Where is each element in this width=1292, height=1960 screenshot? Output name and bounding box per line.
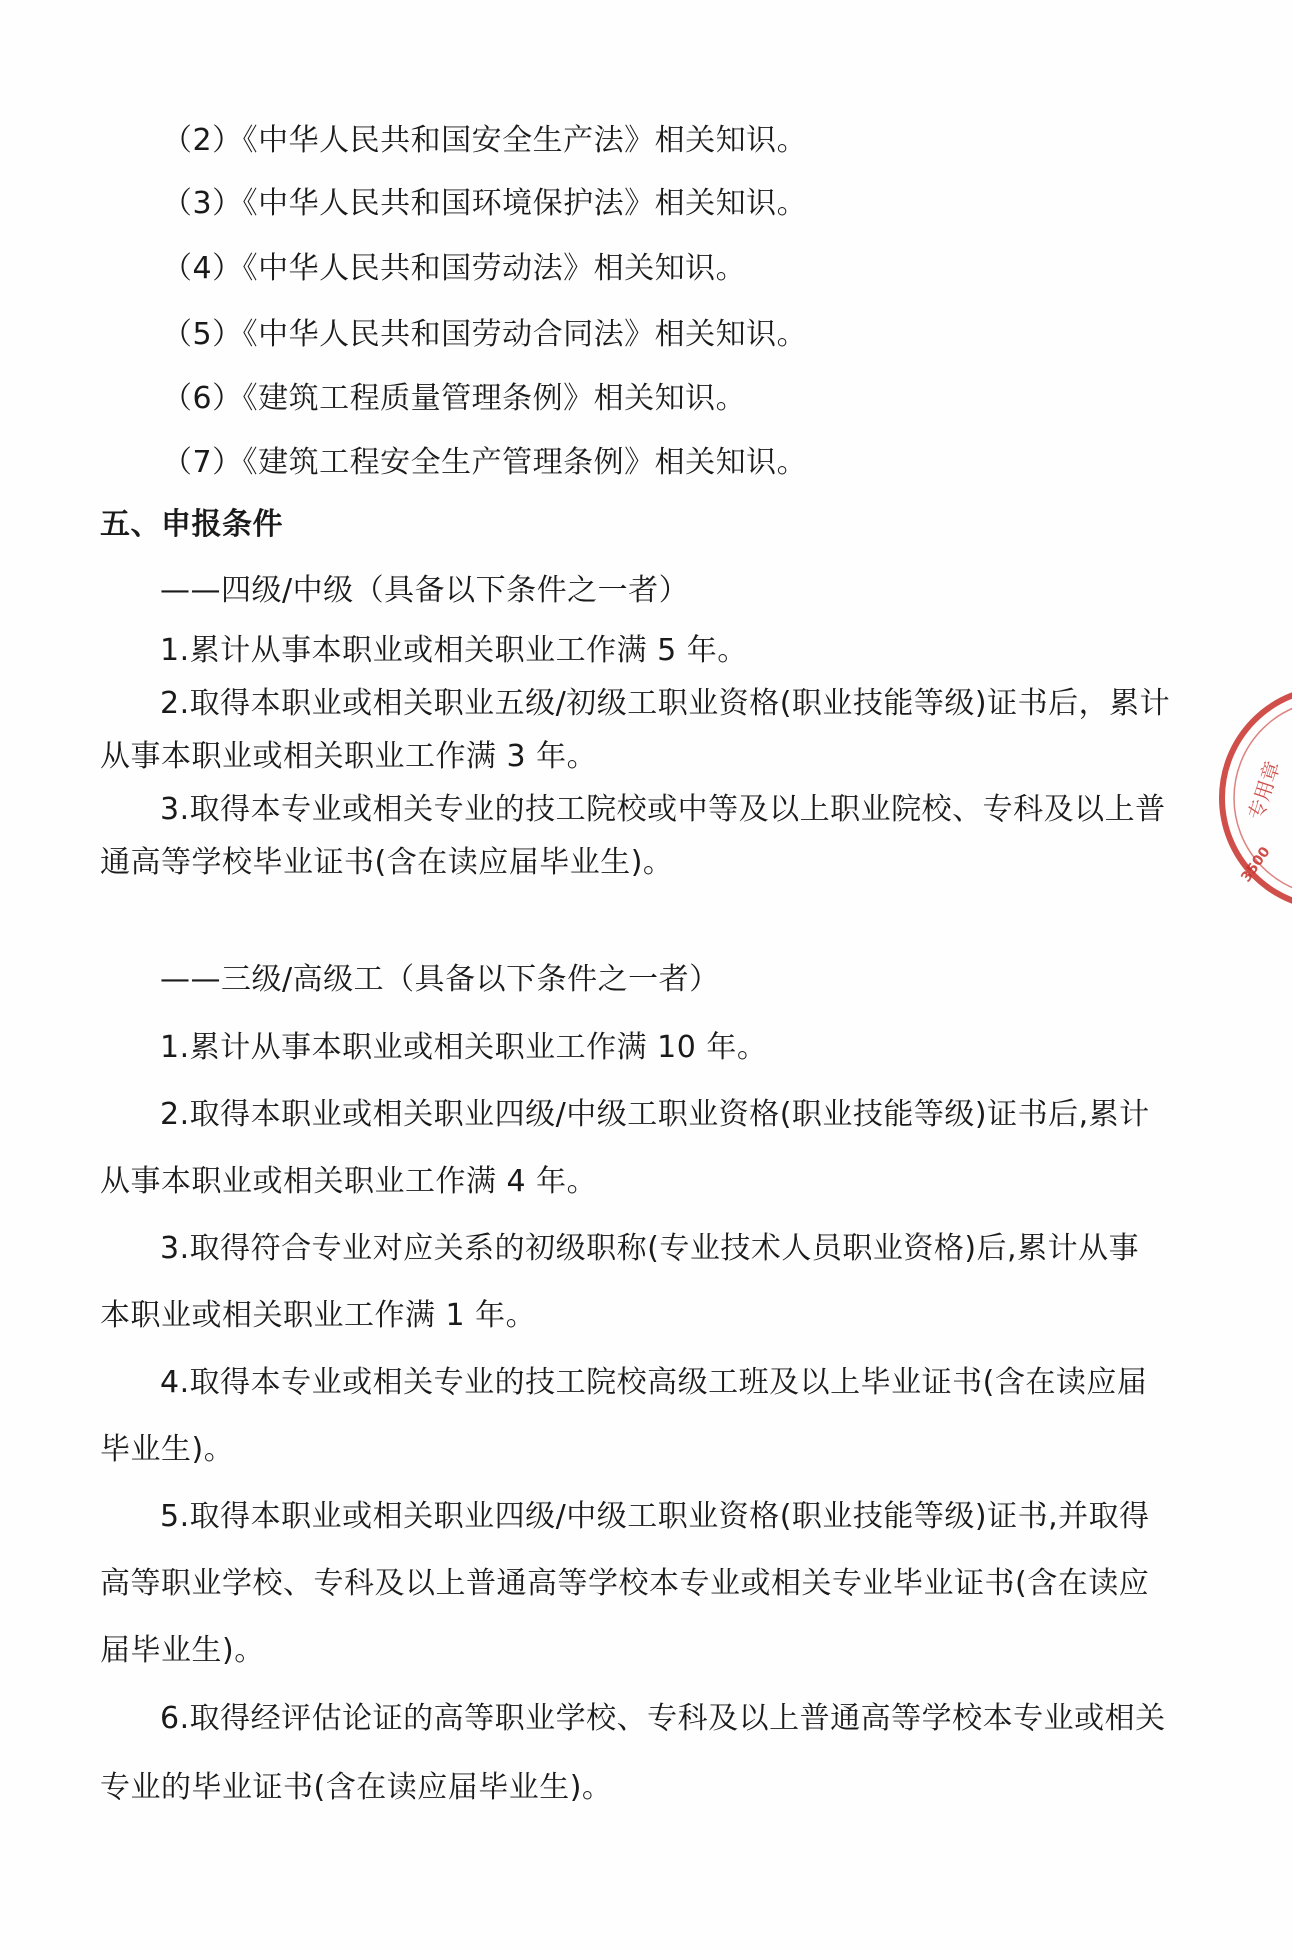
level3-line-11: 6.取得经评估论证的高等职业学校、专科及以上普通高等学校本专业或相关 [160,1701,1166,1736]
level3-line-6: 4.取得本专业或相关专业的技工院校高级工班及以上毕业证书(含在读应届 [160,1365,1148,1400]
knowledge-item-2: （2）《中华人民共和国安全生产法》相关知识。 [162,123,808,158]
level3-line-4: 3.取得符合专业对应关系的初级职称(专业技术人员职业资格)后,累计从事 [160,1231,1140,1266]
knowledge-item-4: （4）《中华人民共和国劳动法》相关知识。 [162,251,747,286]
knowledge-item-6: （6）《建筑工程质量管理条例》相关知识。 [162,381,747,416]
level3-line-3: 从事本职业或相关职业工作满 4 年。 [100,1164,598,1199]
knowledge-item-5: （5）《中华人民共和国劳动合同法》相关知识。 [162,317,808,352]
level4-line-1: 1.累计从事本职业或相关职业工作满 5 年。 [160,633,748,668]
section-heading: 五、申报条件 [100,507,283,542]
level3-line-8: 5.取得本职业或相关职业四级/中级工职业资格(职业技能等级)证书,并取得 [160,1499,1150,1534]
knowledge-item-7: （7）《建筑工程安全生产管理条例》相关知识。 [162,445,808,480]
seal-number: 3500 [1238,844,1274,886]
level4-line-5: 通高等学校毕业证书(含在读应届毕业生)。 [100,845,674,880]
level3-title: ——三级/高级工（具备以下条件之一者） [160,962,720,997]
level3-line-9: 高等职业学校、专科及以上普通高等学校本专业或相关专业毕业证书(含在读应 [100,1566,1150,1601]
level4-title: ——四级/中级（具备以下条件之一者） [160,573,690,608]
level4-line-3: 从事本职业或相关职业工作满 3 年。 [100,739,598,774]
level4-line-4: 3.取得本专业或相关专业的技工院校或中等及以上职业院校、专科及以上普 [160,792,1166,827]
knowledge-item-3: （3）《中华人民共和国环境保护法》相关知识。 [162,186,808,221]
level3-line-10: 届毕业生)。 [100,1633,265,1668]
level4-line-2: 2.取得本职业或相关职业五级/初级工职业资格(职业技能等级)证书后，累计 [160,686,1171,721]
level3-line-2: 2.取得本职业或相关职业四级/中级工职业资格(职业技能等级)证书后,累计 [160,1097,1150,1132]
level3-line-1: 1.累计从事本职业或相关职业工作满 10 年。 [160,1030,768,1065]
level3-line-12: 专业的毕业证书(含在读应届毕业生)。 [100,1770,613,1805]
level3-line-7: 毕业生)。 [100,1432,235,1467]
seal-text: 专用章 [1243,758,1285,823]
level3-line-5: 本职业或相关职业工作满 1 年。 [100,1298,537,1333]
official-seal [1212,678,1292,918]
